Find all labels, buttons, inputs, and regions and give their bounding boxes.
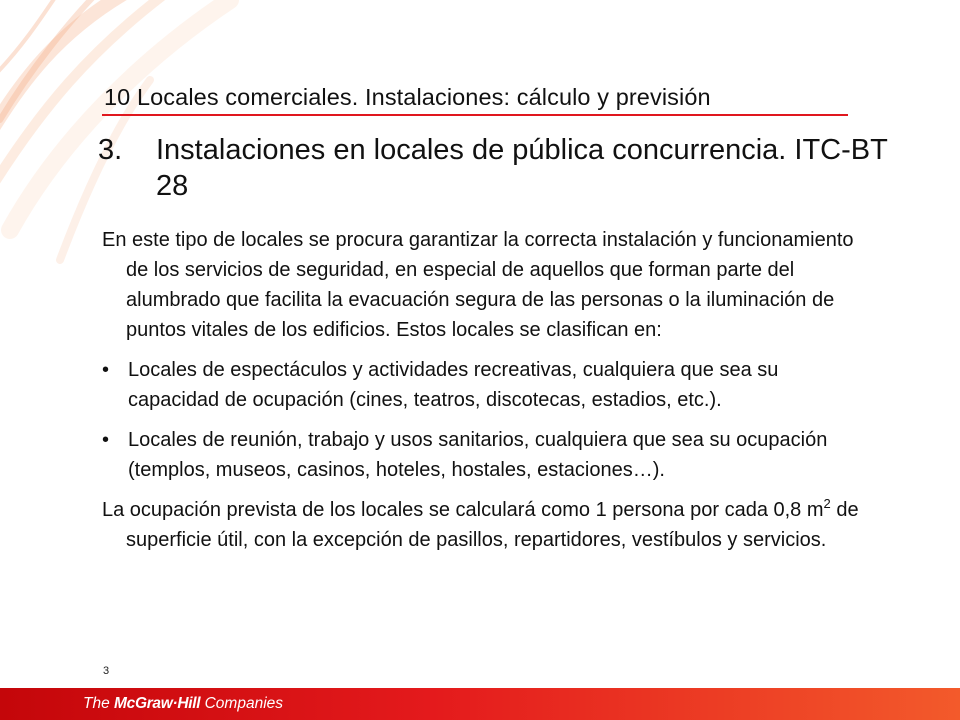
- footer-bar: [0, 688, 960, 720]
- logo-suffix: Companies: [200, 695, 284, 712]
- intro-paragraph: En este tipo de locales se procura garantizar la correcta instalación y funcionamiento de los servicios de seguridad, en especial de aquellos que forman parte del alumbrado que facilita la evacuación segura de las personas o la iluminación de puntos vitales de los edificios. Estos locales se clasifican en:: [102, 229, 854, 341]
- title-underline: [102, 114, 848, 116]
- closing-paragraph: [102, 495, 862, 555]
- bullet-marker: •: [102, 359, 110, 381]
- publisher-logo: [83, 695, 283, 713]
- bullet-text: Locales de espectáculos y actividades recreativas, cualquiera que sea su capacidad de ocupación (cines, teatros, discotecas, estadios, etc.).: [128, 359, 779, 411]
- section-heading-text: Instalaciones en locales de pública concurrencia. ITC-BT 28: [156, 134, 888, 202]
- slide-body: [102, 225, 862, 565]
- closing-text-part2: de superficie útil, con la excepción de pasillos, repartidores, vestíbulos y servicios.: [126, 499, 859, 551]
- area-unit-superscript: 2: [823, 496, 831, 511]
- bullet-marker: •: [102, 429, 110, 451]
- chapter-title: 10 Locales comerciales. Instalaciones: cálculo y previsión: [104, 84, 711, 110]
- bullet-text: Locales de reunión, trabajo y usos sanitarios, cualquiera que sea su ocupación (templos, museos, casinos, hoteles, hostales, estaciones…).: [128, 429, 828, 481]
- logo-brand: McGraw·Hill: [114, 695, 201, 712]
- logo-prefix: The: [83, 695, 115, 712]
- closing-text-part1: La ocupación prevista de los locales se calculará como 1 persona por cada 0,8 m: [102, 499, 824, 521]
- section-number: 3.: [98, 134, 123, 166]
- bullet-item: [102, 425, 862, 485]
- page-number: 3: [103, 665, 110, 677]
- bullet-item: [102, 355, 862, 415]
